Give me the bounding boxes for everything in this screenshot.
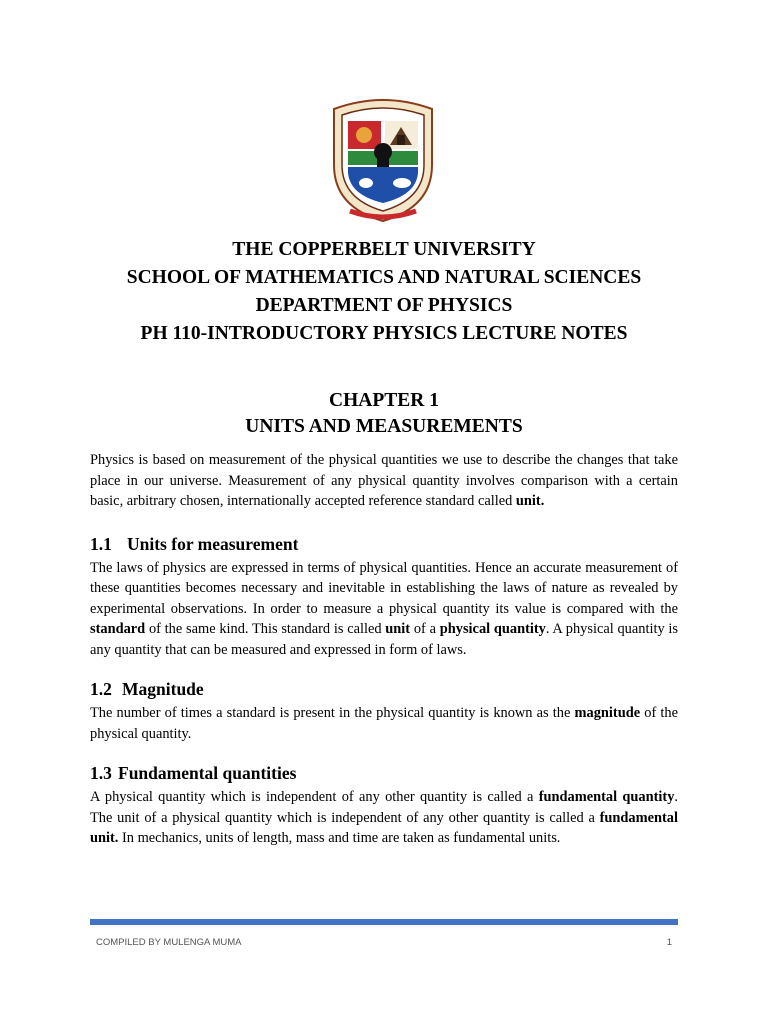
intro-bold-term: unit.: [515, 493, 545, 509]
section-number: 1.3: [90, 763, 112, 783]
section-1-2-paragraph: [90, 703, 678, 744]
intro-paragraph: [90, 450, 678, 512]
chapter-number: CHAPTER 1: [329, 390, 439, 411]
department-name: DEPARTMENT OF PHYSICS: [255, 295, 513, 316]
paragraph-text: of the same kind. This standard is called: [145, 621, 386, 637]
section-1-3-paragraph: [90, 787, 678, 849]
section-heading-1-1: [90, 532, 678, 556]
section-title: Magnitude: [122, 679, 204, 699]
section-number: 1.1: [90, 533, 112, 554]
chapter-title: UNITS AND MEASUREMENTS: [245, 416, 523, 437]
bold-term: magnitude: [574, 705, 641, 721]
paragraph-text: of a: [410, 621, 440, 637]
school-name: SCHOOL OF MATHEMATICS AND NATURAL SCIENCES: [126, 267, 642, 288]
bold-term: standard: [90, 621, 146, 637]
intro-text: Physics is based on measurement of the physical quantities we use to describe the changes that take place in our universe. Measurement of any physical quantity involves comparison with a certain basic, arbitrary chosen, internationally accepted reference standard called: [90, 452, 678, 509]
paragraph-text: . A physical quantity is any quantity that can be measured and expressed in form of laws.: [90, 621, 678, 658]
page-footer: [96, 937, 672, 948]
section-1-1-paragraph: [90, 558, 678, 661]
paragraph-text: A physical quantity which is independent of any other quantity is called a: [90, 789, 539, 805]
paragraph-text: of the physical quantity.: [90, 705, 678, 742]
chapter-heading: [0, 388, 768, 440]
bold-term: fundamental quantity: [538, 789, 675, 805]
paragraph-text: In mechanics, units of length, mass and time are taken as fundamental units.: [118, 830, 561, 846]
footer-rule: [90, 919, 678, 925]
section-title: Units for measurement: [127, 533, 299, 554]
university-crest-logo: [328, 95, 438, 223]
document-title-block: [0, 236, 768, 348]
section-title: Fundamental quantities: [118, 763, 297, 783]
section-heading-1-2: [90, 677, 678, 701]
bold-term: unit: [385, 621, 411, 637]
university-name: THE COPPERBELT UNIVERSITY: [232, 239, 536, 260]
compiled-by-text: COMPILED BY MULENGA MUMA: [96, 937, 242, 948]
section-heading-1-3: [90, 761, 678, 785]
bold-term: physical quantity: [439, 621, 546, 637]
page-number: 1: [666, 937, 672, 948]
document-body: [90, 450, 678, 849]
paragraph-text: The laws of physics are expressed in terms of physical quantities. Hence an accurate measurement of these quantities becomes necessary and inevitable in establishing the laws of nature as revealed by experimental observations. In order to measure a physical quantity its value is compared with the: [90, 559, 678, 617]
course-title: PH 110-INTRODUCTORY PHYSICS LECTURE NOTES: [140, 323, 628, 344]
section-number: 1.2: [90, 679, 112, 699]
bold-term: fundamental unit.: [90, 809, 678, 846]
paragraph-text: . The unit of a physical quantity which is independent of any other quantity is called a: [90, 789, 679, 826]
paragraph-text: The number of times a standard is present in the physical quantity is known as the: [90, 705, 575, 721]
